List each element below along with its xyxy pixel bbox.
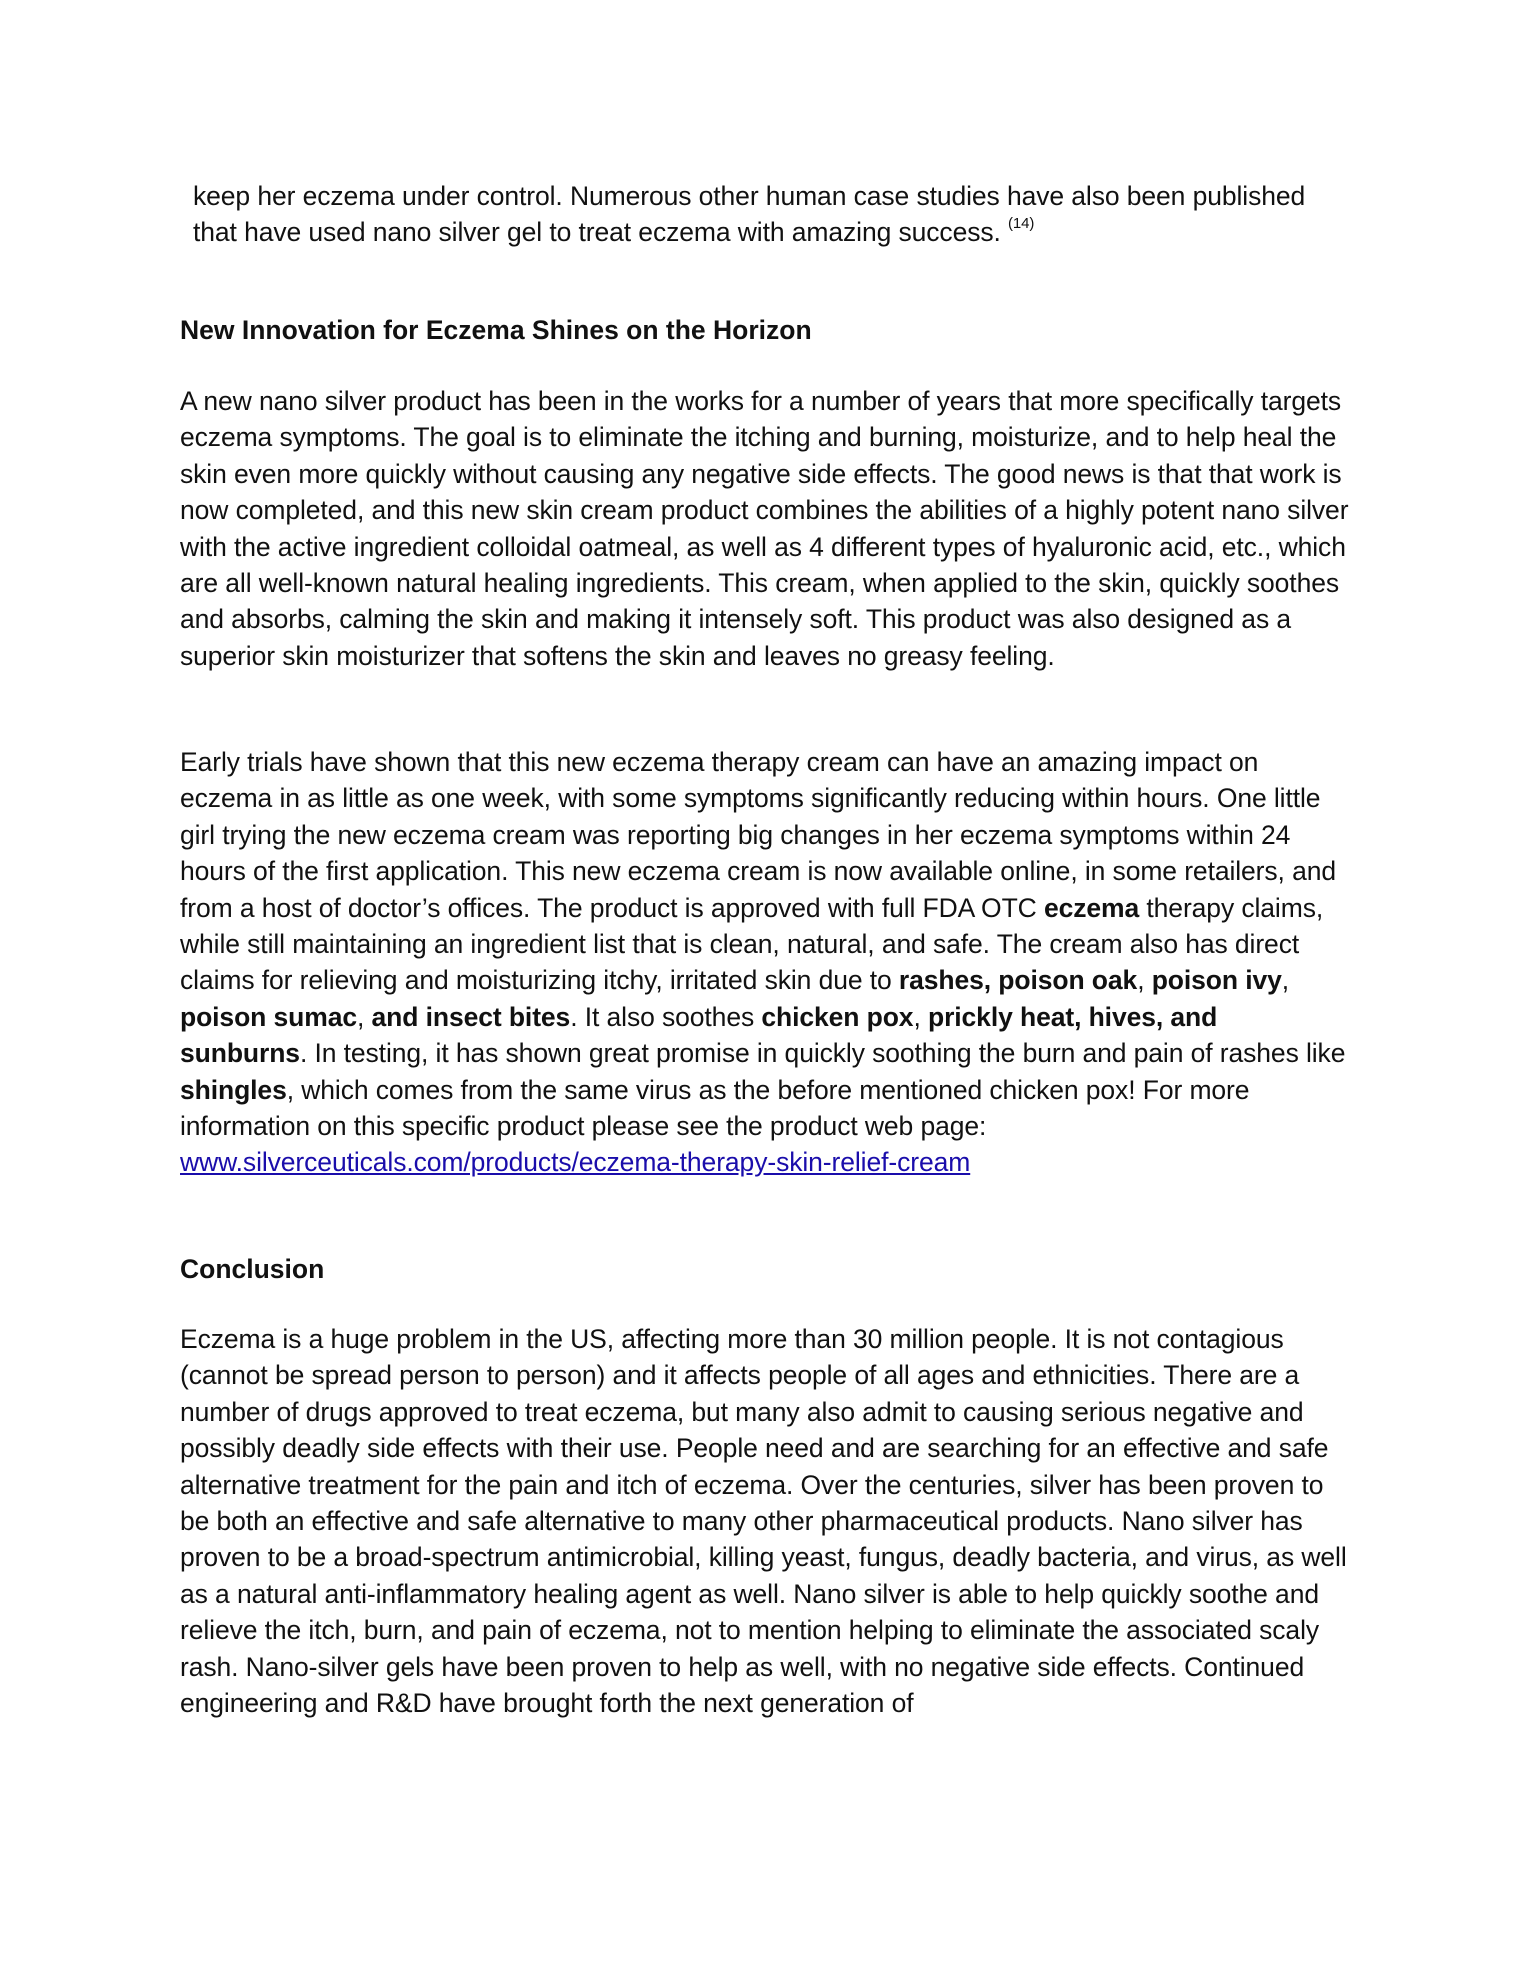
bold-insect-bites: and insect bites [371, 1001, 571, 1032]
product-web-page-link[interactable]: www.silverceuticals.com/products/eczema-therapy-skin-relief-cream [180, 1147, 971, 1178]
para2-text-5: , [356, 1001, 372, 1032]
section-heading-innovation: New Innovation for Eczema Shines on the Horizon [180, 315, 812, 345]
para2-text-9: , which comes from the same virus as the before mentioned chicken pox! For more information on this specific product please see the product web page: [180, 1074, 1250, 1142]
para2-text-7: , [913, 1001, 928, 1032]
para2-text-8: . In testing, it has shown great promise in quickly soothing the burn and pain of rashes like [299, 1038, 1346, 1069]
bold-shingles: shingles [180, 1074, 287, 1105]
para2-text-1: Early trials have shown that this new eczema therapy cream can have an amazing impact on eczema in as little as one week, with some symptoms significantly reducing within hours. One little girl trying the new eczema cream was reporting big changes in her eczema symptoms within 24 hours of the first application. This new eczema cream is now available online, in some retailers, and from a host of doctor’s offices. The product is approved with full FDA OTC [180, 747, 1336, 923]
bold-prickly-heat: prickly heat, hives, and sunburns [180, 1001, 1218, 1069]
bold-rashes-poison-oak: rashes, poison oak [898, 965, 1138, 996]
conclusion-paragraph: Eczema is a huge problem in the US, affecting more than 30 million people. It is not contagious (cannot be spread person to person) and it affects people of all ages and ethnicities. There are a number of drugs approved to treat eczema, but many also admit to causing serious negative and possibly deadly side effects with their use. People need and are searching for an effective and safe alternative treatment for the pain and itch of eczema. Over the centuries, silver has been proven to be both an effective and safe alternative to many other pharmaceutical products. Nano silver has proven to be a broad-spectrum antimicrobial, killing yeast, fungus, deadly bacteria, and virus, as well as a natural anti-inflammatory healing agent as well. Nano silver is able to help quickly soothe and relieve the itch, burn, and pain of eczema, not to mention helping to eliminate the associated scaly rash. Nano-silver gels have been proven to help as well, with no negative side effects. Continued engineering and R&D have brought forth the next generation of [180, 1324, 1347, 1719]
section-heading-conclusion: Conclusion [180, 1254, 325, 1284]
innovation-paragraph-1: A new nano silver product has been in the works for a number of years that more specifically targets eczema symptoms. The goal is to eliminate the itching and burning, moisturize, and to help heal the skin even more quickly without causing any negative side effects. The good news is that that work is now completed, and this new skin cream product combines the abilities of a highly potent nano silver with the active ingredient colloidal oatmeal, as well as 4 different types of hyaluronic acid, etc., which are all well-known natural healing ingredients. This cream, when applied to the skin, quickly soothes and absorbs, calming the skin and making it intensely soft. This product was also designed as a superior skin moisturizer that softens the skin and leaves no greasy feeling. [180, 386, 1349, 671]
para2-text-3: , [1137, 965, 1152, 996]
bold-poison-ivy: poison ivy [1151, 965, 1282, 996]
citation-reference: (14) [1008, 215, 1035, 233]
bold-eczema: eczema [1043, 892, 1140, 923]
para2-text-4: , [1281, 965, 1290, 996]
innovation-paragraph-2 [180, 744, 1350, 1181]
para2-text-2: therapy claims, while still maintaining an ingredient list that is clean, natural, and safe. The cream also has direct claims for relieving and moisturizing itchy, irritated skin due to [180, 892, 1324, 996]
intro-paragraph [193, 178, 1353, 251]
bold-chicken-pox: chicken pox [761, 1001, 914, 1032]
intro-text: keep her eczema under control. Numerous other human case studies have also been published that have used nano silver gel to treat eczema with amazing success. [193, 181, 1306, 248]
bold-poison-sumac: poison sumac [180, 1001, 357, 1032]
para2-text-6: . It also soothes [570, 1001, 762, 1032]
